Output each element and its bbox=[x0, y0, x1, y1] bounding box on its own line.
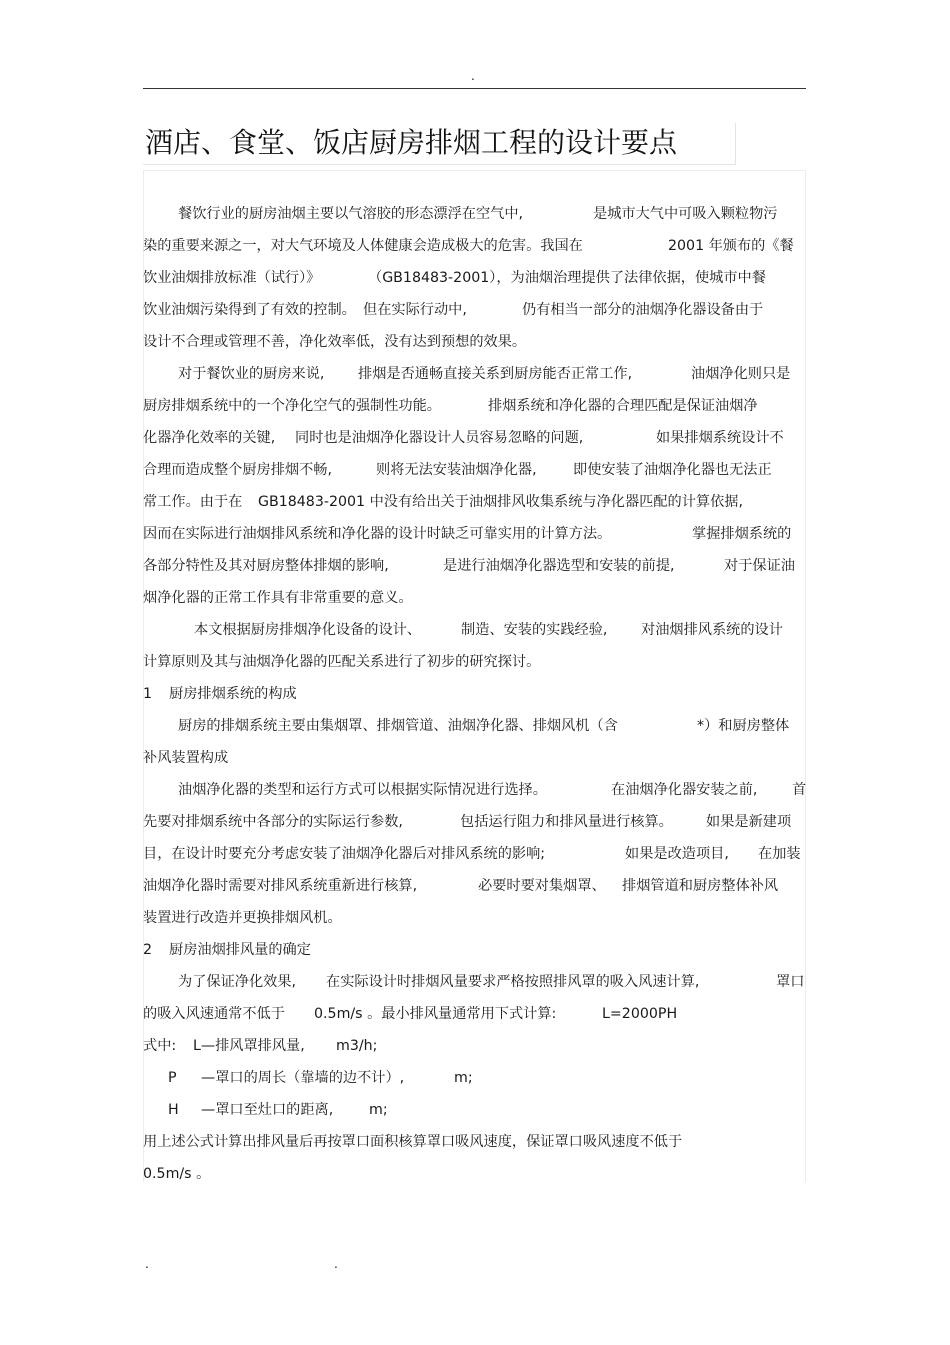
text-segment: 设计不合理或管理不善，净化效率低，没有达到预想的效果。 bbox=[143, 334, 527, 350]
text-segment: 油烟净化器时需要对排风系统重新进行核算, bbox=[143, 878, 418, 894]
text-segment: 如果是改造项目, bbox=[625, 846, 729, 862]
text-segment: 因而在实际进行油烟排风系统和净化器的设计时缺乏可靠实用的计算方法。 bbox=[143, 526, 612, 542]
text-segment: 各部分特性及其对厨房整体排烟的影响, bbox=[143, 558, 389, 574]
text-segment: 厨房排烟系统的构成 bbox=[169, 686, 297, 702]
text-segment: 罩口 bbox=[776, 974, 805, 990]
footer-mark-right: . bbox=[334, 1257, 338, 1271]
text-segment: 首 bbox=[792, 782, 807, 798]
text-segment: *）和厨房整体 bbox=[697, 718, 790, 734]
text-segment: 油烟净化器的类型和运行方式可以根据实际情况进行选择。 bbox=[178, 782, 547, 798]
text-segment: 染的重要来源之一，对大气环境及人体健康会造成极大的危害。我国在 bbox=[143, 238, 583, 254]
text-segment: 0.5m/s 。最小排风量通常用下式计算: bbox=[314, 1006, 557, 1022]
text-segment: —罩口至灶口的距离, bbox=[201, 1102, 334, 1118]
header-rule bbox=[143, 88, 806, 89]
text-segment: 的吸入风速通常不低于 bbox=[143, 1006, 285, 1022]
text-segment: 先要对排烟系统中各部分的实际运行参数, bbox=[143, 814, 403, 830]
text-segment: 对于保证油 bbox=[724, 558, 795, 574]
text-segment: L=2000PH bbox=[602, 1006, 678, 1022]
text-segment: 常工作。由于在 bbox=[143, 494, 243, 510]
text-segment: 厨房油烟排风量的确定 bbox=[169, 942, 311, 958]
text-segment: 对于餐饮业的厨房来说, bbox=[178, 366, 325, 382]
text-segment: 包括运行阻力和排风量进行核算。 bbox=[460, 814, 673, 830]
content-frame-right bbox=[805, 170, 806, 1182]
text-segment: 排烟是否通畅直接关系到厨房能否正常工作, bbox=[358, 366, 633, 382]
text-segment: m; bbox=[369, 1102, 388, 1118]
text-segment: 但在实际行动中, bbox=[363, 302, 467, 318]
text-segment: 排烟管道和厨房整体补风 bbox=[622, 878, 779, 894]
text-segment: P bbox=[168, 1070, 177, 1086]
text-segment: L—排风罩排风量, bbox=[193, 1038, 305, 1054]
text-segment: 烟净化器的正常工作具有非常重要的意义。 bbox=[143, 590, 413, 606]
text-segment: 化器净化效率的关键, bbox=[143, 430, 276, 446]
text-segment: 用上述公式计算出排风量后再按罩口面积核算罩口吸风速度，保证罩口吸风速度不低于 bbox=[143, 1134, 683, 1150]
text-segment: 在油烟净化器安装之前, bbox=[611, 782, 758, 798]
text-segment: 饮业油烟污染得到了有效的控制。 bbox=[143, 302, 356, 318]
text-segment: 如果是新建项 bbox=[706, 814, 792, 830]
text-segment: 1 bbox=[143, 686, 153, 702]
text-segment: 补风装置构成 bbox=[143, 750, 229, 766]
text-segment: H bbox=[168, 1102, 179, 1118]
text-segment: —罩口的周长（靠墙的边不计）, bbox=[201, 1070, 405, 1086]
text-segment: 饮业油烟排放标准（试行）》 bbox=[143, 270, 321, 286]
text-segment: 在实际设计时排烟风量要求严格按照排风罩的吸入风速计算, bbox=[326, 974, 700, 990]
text-segment: 为了保证净化效果, bbox=[178, 974, 297, 990]
text-segment: GB18483-2001 中没有给出关于油烟排风收集系统与净化器匹配的计算依据, bbox=[258, 494, 743, 510]
text-segment: 仍有相当一部分的油烟净化器设备由于 bbox=[522, 302, 764, 318]
text-segment: 厨房的排烟系统主要由集烟罩、排烟管道、油烟净化器、排烟风机（含 bbox=[178, 718, 618, 734]
text-segment: 2 bbox=[143, 942, 153, 958]
header-mark: . bbox=[471, 69, 475, 83]
text-segment: 制造、安装的实践经验, bbox=[461, 622, 608, 638]
text-segment: 对油烟排风系统的设计 bbox=[641, 622, 783, 638]
text-segment: 0.5m/s 。 bbox=[143, 1166, 211, 1182]
text-segment: （GB18483-2001），为油烟治理提供了法律依据，使城市中餐 bbox=[368, 270, 766, 286]
content-frame-top bbox=[143, 170, 806, 171]
text-segment: 餐饮行业的厨房油烟主要以气溶胶的形态漂浮在空气中, bbox=[178, 206, 524, 222]
text-segment: 是进行油烟净化器选型和安装的前提, bbox=[443, 558, 675, 574]
text-segment: 厨房排烟系统中的一个净化空气的强制性功能。 bbox=[143, 398, 441, 414]
footer-mark-left: . bbox=[145, 1257, 149, 1271]
text-segment: 本文根据厨房排烟净化设备的设计、 bbox=[194, 622, 422, 638]
text-segment: 计算原则及其与油烟净化器的匹配关系进行了初步的研究探讨。 bbox=[143, 654, 541, 670]
text-segment: 装置进行改造并更换排烟风机。 bbox=[143, 910, 342, 926]
text-segment: 油烟净化则只是 bbox=[691, 366, 791, 382]
text-segment: 排烟系统和净化器的合理匹配是保证油烟净 bbox=[488, 398, 758, 414]
text-segment: 式中: bbox=[143, 1038, 177, 1054]
text-segment: 同时也是油烟净化器设计人员容易忽略的问题, bbox=[295, 430, 584, 446]
text-segment: 如果排烟系统设计不 bbox=[656, 430, 784, 446]
text-segment: 必要时要对集烟罩、 bbox=[478, 878, 606, 894]
text-segment: 在加装 bbox=[758, 846, 801, 862]
text-segment: 2001 年颁布的《餐 bbox=[668, 238, 794, 254]
content-frame-left bbox=[143, 170, 144, 1182]
text-segment: 则将无法安装油烟净化器, bbox=[376, 462, 537, 478]
text-segment: 掌握排烟系统的 bbox=[692, 526, 792, 542]
text-segment: 合理而造成整个厨房排烟不畅, bbox=[143, 462, 332, 478]
text-segment: 目，在设计时要充分考虑安装了油烟净化器后对排风系统的影响; bbox=[143, 846, 546, 862]
page-title: 酒店、食堂、饭店厨房排烟工程的设计要点 bbox=[145, 126, 678, 159]
text-segment: 是城市大气中可吸入颗粒物污 bbox=[593, 206, 778, 222]
text-segment: m; bbox=[454, 1070, 473, 1086]
text-segment: 即使安装了油烟净化器也无法正 bbox=[573, 462, 772, 478]
text-segment: m3/h; bbox=[336, 1038, 378, 1054]
